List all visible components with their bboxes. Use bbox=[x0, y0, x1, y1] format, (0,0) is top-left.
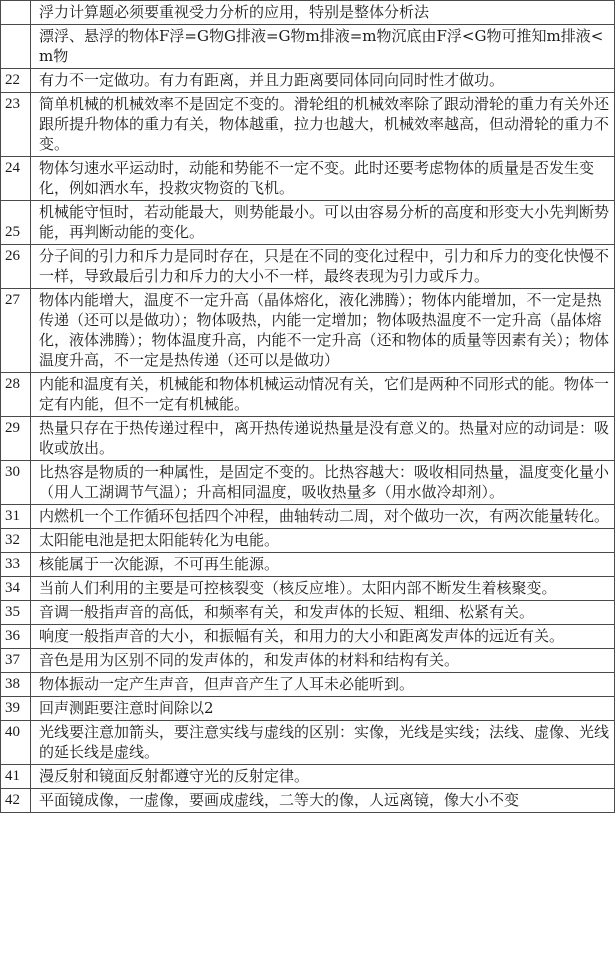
row-text: 内能和温度有关，机械能和物体机械运动情况有关，它们是两种不同形式的能。物体一定有内能，但不一定有机械能。 bbox=[31, 373, 615, 417]
table-row bbox=[1, 69, 615, 93]
row-text: 分子间的引力和斥力是同时存在，只是在不同的变化过程中，引力和斥力的变化快慢不一样，导致最后引力和斥力的大小不一样，最终表现为引力或斥力。 bbox=[31, 245, 615, 289]
row-number: 26 bbox=[1, 245, 31, 289]
table-row bbox=[1, 93, 615, 157]
row-text: 回声测距要注意时间除以2 bbox=[31, 697, 615, 721]
table-row bbox=[1, 25, 615, 69]
row-number: 39 bbox=[1, 697, 31, 721]
row-number: 34 bbox=[1, 577, 31, 601]
table-row bbox=[1, 673, 615, 697]
row-number: 31 bbox=[1, 505, 31, 529]
table-row bbox=[1, 529, 615, 553]
table-row bbox=[1, 157, 615, 201]
table-row bbox=[1, 461, 615, 505]
row-text: 光线要注意加箭头，要注意实线与虚线的区别：实像，光线是实线；法线、虚像、光线的延长线是虚线。 bbox=[31, 721, 615, 765]
table-row bbox=[1, 721, 615, 765]
row-text: 比热容是物质的一种属性，是固定不变的。比热容越大：吸收相同热量，温度变化量小（用人工湖调节气温）；升高相同温度，吸收热量多（用水做冷却剂）。 bbox=[31, 461, 615, 505]
row-text: 机械能守恒时，若动能最大，则势能最小。可以由容易分析的高度和形变大小先判断势能，再判断动能的变化。 bbox=[31, 201, 615, 245]
row-number: 23 bbox=[1, 93, 31, 157]
row-number: 36 bbox=[1, 625, 31, 649]
table-row bbox=[1, 417, 615, 461]
row-text: 热量只存在于热传递过程中，离开热传递说热量是没有意义的。热量对应的动词是：吸收或放出。 bbox=[31, 417, 615, 461]
row-number bbox=[1, 25, 31, 69]
row-text: 核能属于一次能源，不可再生能源。 bbox=[31, 553, 615, 577]
table-row bbox=[1, 245, 615, 289]
table-row bbox=[1, 577, 615, 601]
row-text: 响度一般指声音的大小，和振幅有关，和用力的大小和距离发声体的远近有关。 bbox=[31, 625, 615, 649]
table-row bbox=[1, 553, 615, 577]
table-row bbox=[1, 373, 615, 417]
row-number: 27 bbox=[1, 289, 31, 373]
row-number: 42 bbox=[1, 789, 31, 813]
row-text: 漂浮、悬浮的物体F浮=G物G排液=G物m排液=m物沉底由F浮<G物可推知m排液<m物 bbox=[31, 25, 615, 69]
row-number: 32 bbox=[1, 529, 31, 553]
table-row bbox=[1, 201, 615, 245]
row-number: 28 bbox=[1, 373, 31, 417]
row-text: 漫反射和镜面反射都遵守光的反射定律。 bbox=[31, 765, 615, 789]
row-text: 简单机械的机械效率不是固定不变的。滑轮组的机械效率除了跟动滑轮的重力有关外还跟所提升物体的重力有关，物体越重，拉力也越大，机械效率越高，但动滑轮的重力不变。 bbox=[31, 93, 615, 157]
table-row bbox=[1, 697, 615, 721]
table-row bbox=[1, 789, 615, 813]
row-number: 38 bbox=[1, 673, 31, 697]
row-text: 音色是用为区别不同的发声体的，和发声体的材料和结构有关。 bbox=[31, 649, 615, 673]
row-number: 33 bbox=[1, 553, 31, 577]
table-row bbox=[1, 649, 615, 673]
row-number: 37 bbox=[1, 649, 31, 673]
row-number: 35 bbox=[1, 601, 31, 625]
table-row bbox=[1, 1, 615, 25]
row-text: 太阳能电池是把太阳能转化为电能。 bbox=[31, 529, 615, 553]
row-number: 24 bbox=[1, 157, 31, 201]
row-number bbox=[1, 1, 31, 25]
table-row bbox=[1, 289, 615, 373]
row-text: 物体匀速水平运动时，动能和势能不一定不变。此时还要考虑物体的质量是否发生变化，例如洒水车，投救灾物资的飞机。 bbox=[31, 157, 615, 201]
row-text: 有力不一定做功。有力有距离，并且力距离要同体同向同时性才做功。 bbox=[31, 69, 615, 93]
table-row bbox=[1, 505, 615, 529]
row-text: 平面镜成像，一虚像，要画成虚线，二等大的像，人远离镜，像大小不变 bbox=[31, 789, 615, 813]
row-text: 物体振动一定产生声音，但声音产生了人耳未必能听到。 bbox=[31, 673, 615, 697]
row-number: 25 bbox=[1, 201, 31, 245]
row-number: 29 bbox=[1, 417, 31, 461]
row-number: 22 bbox=[1, 69, 31, 93]
row-text: 当前人们利用的主要是可控核裂变（核反应堆）。太阳内部不断发生着核聚变。 bbox=[31, 577, 615, 601]
table-row bbox=[1, 625, 615, 649]
row-number: 40 bbox=[1, 721, 31, 765]
row-number: 41 bbox=[1, 765, 31, 789]
row-number: 30 bbox=[1, 461, 31, 505]
table-row bbox=[1, 765, 615, 789]
row-text: 物体内能增大，温度不一定升高（晶体熔化，液化沸腾）；物体内能增加，不一定是热传递（还可以是做功）；物体吸热，内能一定增加；物体吸热温度不一定升高（晶体熔化，液体沸腾）；物体温度升高，内能不一定升高（还和物体的质量等因素有关）；物体温度升高，不一定是热传递（还可以是做功） bbox=[31, 289, 615, 373]
row-text: 音调一般指声音的高低，和频率有关，和发声体的长短、粗细、松紧有关。 bbox=[31, 601, 615, 625]
row-text: 浮力计算题必须要重视受力分析的应用，特别是整体分析法 bbox=[31, 1, 615, 25]
table-row bbox=[1, 601, 615, 625]
row-text: 内燃机一个工作循环包括四个冲程，曲轴转动二周，对个做功一次，有两次能量转化。 bbox=[31, 505, 615, 529]
